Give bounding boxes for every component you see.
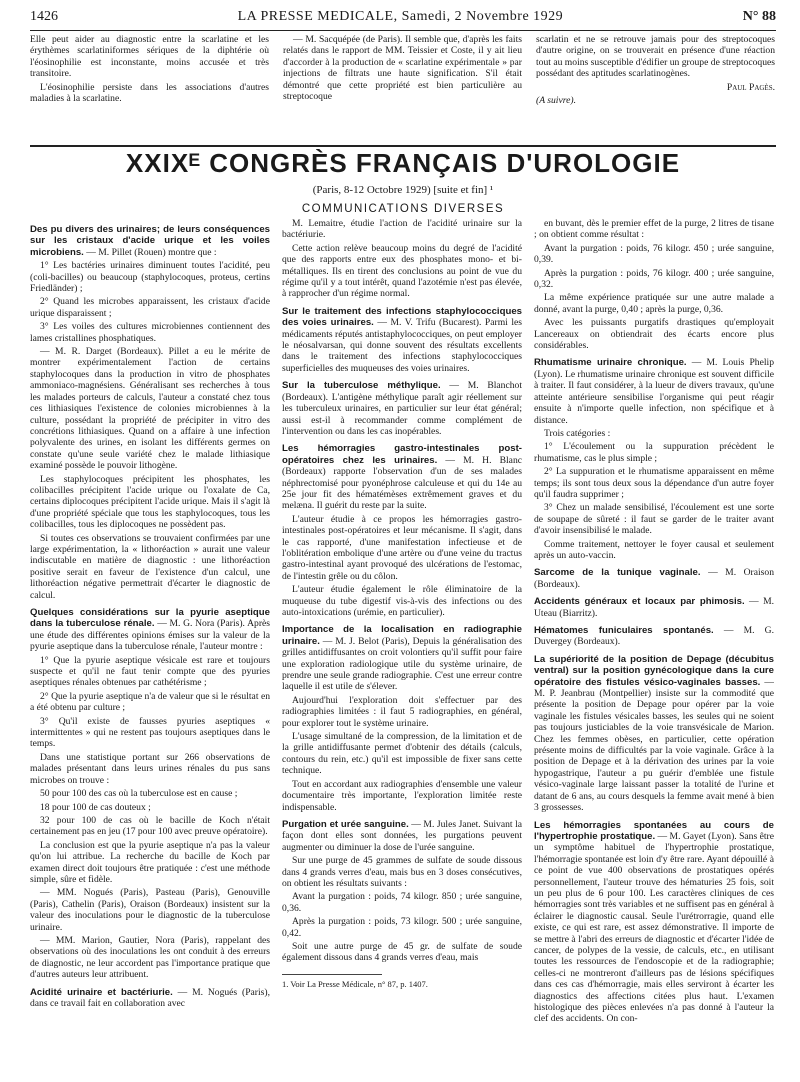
paragraph-text: La même expérience pratiquée sur une autre malade a donné, avant la purge, 0,40 ; après la purge, 0,36.	[534, 292, 774, 315]
journal-title: LA PRESSE MEDICALE, Samedi, 2 Novembre 1929	[237, 9, 564, 24]
communication	[534, 654, 774, 814]
paragraph-text: 32 pour 100 de cas où le bacille de Koch n'était certainement pas en jeu (17 pour 100 avec preuve opératoire).	[30, 814, 270, 838]
column-1	[30, 218, 270, 1068]
continued-article	[30, 34, 776, 144]
paragraph-text: Après la purgation : poids, 73 kilogr. 500 ; urée sanguine, 0,42.	[282, 916, 522, 939]
paragraph	[30, 321, 270, 344]
paragraph-text: La conclusion est que la pyurie aseptique n'a pas la valeur qu'on lui attribue. La recherche du bacille de Koch par examen direct doit toujours être pratiquée : c'est une méthode simple, sûre et fidèle.	[30, 839, 270, 885]
paragraph	[282, 218, 522, 241]
communication	[282, 443, 522, 511]
paragraph-text: 2° La suppuration et le rhumatisme apparaissent en même temps; ils sont tous deux sous la dépendance d'un autre foyer qu'il faudra supprimer ;	[534, 466, 774, 500]
communication	[534, 567, 774, 590]
paragraph-text: 1° Que la pyurie aseptique vésicale est rare et toujours suspecte et qu'il ne faut tenir compte que des pyuries aseptiques rénales obtenues par cathétérisme ;	[30, 654, 270, 689]
communication	[534, 357, 774, 425]
paragraph-text: 50 pour 100 des cas où la tuberculose est en cause ;	[40, 788, 238, 800]
paragraph	[534, 502, 774, 536]
paragraph-text: Avant la purgation : poids, 74 kilogr. 850 ; urée sanguine, 0,36.	[282, 891, 522, 914]
paragraph	[534, 317, 774, 351]
paragraph-text: — M. Oraison (Bordeaux).	[534, 567, 774, 590]
paragraph	[282, 731, 522, 777]
paragraph-text: en buvant, dès le premier effet de la purge, 2 litres de tisane ; on obtient comme résultat :	[534, 218, 774, 241]
communication-heading: La supériorité de la position de Depage (décubitus ventral) sur la position gynécologique dans la cure opératoire des fistules vésico-vaginales basses.	[534, 653, 774, 688]
paragraph: Elle peut aider au diagnostic entre la scarlatine et les érythèmes scarlatiniformes sériques de la diphtérie où l'éosinophilie est inconstante, moins accusée et très transitoire.	[30, 34, 269, 80]
communication	[30, 987, 270, 1010]
paragraph-text: Cette action relève beaucoup moins du degré de l'acidité que des rapports entre eux des phosphates mono- et bi-métalliques. Ils en tirent des conclusions au point de vue du régime qu'il y a tout intérêt, quand l'azotémie n'est pas élevée, à rapprocher d'un régime normal.	[282, 242, 522, 300]
top-column-1	[30, 34, 269, 144]
top-column-3	[536, 34, 775, 144]
paragraph	[534, 539, 774, 562]
paragraph-text: — M. J. Belot (Paris), Depuis la généralisation des grilles antidiffusantes on croit volontiers qu'il suffit pour faire une exploration radiologique utile du système urinaire, de prendre une seule grande radiographie. C'est une erreur contre laquelle il est utile de s'élever.	[282, 635, 522, 693]
communication	[534, 596, 774, 619]
paragraph-text: — MM. Nogués (Paris), Pasteau (Paris), Genouville (Paris), Cathelin (Paris), Oraison (Bordeaux) insistent sur la valeur des inoculations pour le diagnostic de la tuberculose urinaire.	[30, 887, 270, 933]
paragraph-text: 1° Les bactéries urinaires diminuent toutes l'acidité, peu (coli-bacilles) ou beaucoup (staphylocoques, proteus, certins Friedländer) ;	[30, 260, 270, 295]
issue-number: N° 88	[742, 9, 776, 24]
paragraph: L'éosinophilie persiste dans les associations d'autres maladies à la scarlatine.	[30, 81, 269, 105]
paragraph	[30, 802, 270, 813]
paragraph-text: Tout en accordant aux radiographies d'ensemble une valeur documentaire très importante, l'exploration limitée reste indispensable.	[282, 778, 522, 813]
paragraph-text: — M. G. Nora (Paris). Après une étude des différentes opinions émises sur la valeur de la pyurie aseptique dans la tuberculose rénale, l'auteur montre :	[30, 618, 270, 653]
paragraph-text: — M. R. Darget (Bordeaux). Pillet a eu le mérite de montrer expérimentalement l'action de certains staphylocoques dans la production in vitro de phosphates ammoniaco-magnésiens. Généralisant ses recherches à tous les malades porteurs de calculs, l'auteur a constaté chez tous ces lithiasiques l'existence de colonies microbiennes à la culture, possédant la propriété de précipiter in vitro des concrétions lithiasiques. Quand on a affaire à une infection polyvalente des urines, en isolant les différents germes on constate qu'une seule variété chez le malade lithiasique examiné possède le pouvoir lithogène.	[30, 346, 270, 472]
paragraph-text: Trois catégories :	[544, 427, 611, 439]
paragraph	[282, 695, 522, 729]
paragraph-text: 2° Quand les microbes apparaissent, les cristaux d'acide urique disparaissent ;	[30, 296, 270, 319]
paragraph	[534, 292, 774, 315]
paragraph	[282, 941, 522, 964]
paragraph-text: — M. Jules Janet. Suivant la façon dont elles sont données, les purgations peuvent augmenter ou diminuer la dose de l'urée sanguine.	[282, 818, 522, 853]
paragraph-text: 18 pour 100 de cas douteux ;	[40, 801, 151, 813]
author-signature: Paul Pagès.	[726, 81, 775, 93]
paragraph	[30, 260, 270, 294]
paragraph	[282, 891, 522, 914]
paragraph	[30, 887, 270, 933]
paragraph	[534, 243, 774, 266]
to-be-continued: (A suivre).	[536, 95, 576, 107]
communication-heading: Quelques considérations sur la pyurie aseptique dans la tuberculose rénale.	[30, 607, 270, 630]
communication	[282, 624, 522, 692]
communication-heading: Importance de la localisation en radiographie urinaire.	[282, 624, 522, 647]
paragraph-text: M. Lemaitre, étudie l'action de l'acidité urinaire sur la bactériurie.	[282, 218, 522, 241]
communication-heading: Les hémorragies spontanées au cours de l'hypertrophie prostatique.	[534, 819, 774, 842]
paragraph-text: Comme traitement, nettoyer le foyer causal et seulement après un auto-vaccin.	[534, 538, 774, 561]
communication-heading: Sur le traitement des infections staphylococciques des voies urinaires.	[282, 305, 522, 329]
column-3	[534, 218, 774, 1068]
paragraph: scarlatin et ne se retrouve jamais pour des streptocoques d'autre origine, on se trouverait en présence d'une réaction tout au moins susceptible d'édifier un groupe de streptocoques possédant des aptitudes scarlatinogènes.	[536, 34, 775, 80]
communication	[534, 820, 774, 1025]
paragraph-text: — M. Pillet (Rouen) montre que :	[83, 246, 217, 258]
paragraph	[534, 466, 774, 500]
paragraph-text: — M. Uteau (Biarritz).	[534, 596, 774, 619]
communication	[282, 380, 522, 437]
paragraph-text: — M. P. Jeanbrau (Montpellier) insiste sur la commodité que présente la position de Depage pour opérer par la voie vaginale les fistules vésicales basses, les seules qui ne soient pas toujours justiciables de la voie transvésicale de Marion. Chez les femmes obèses, en particulier, cette opération présente moins de difficultés par la voie vaginale. Grâce à la position de Depage et à la dérivation des urines par la voie hypogastrique, l'auteur a pu guérir d'emblée une fistule vésico-vaginale large laissant passer la totalité de l'urine et datant de 6 ans, au cours desquels la femme avait mené à bien 3 grossesses.	[534, 676, 774, 814]
paragraph	[534, 428, 774, 439]
paragraph	[282, 916, 522, 939]
paragraph-text: 2° Que la pyurie aseptique n'a de valeur que si le résultat en a été obtenu par culture ;	[30, 690, 270, 714]
paragraph-text: Les staphylocoques précipitent les phosphates, les colibacilles précipitent l'acide urique ou l'oxalate de Ca, certains diplocoques précipitent l'acide urique. Mais il s'agit là d'une propriété spéciale que tous les staphylocoques, tous les colibacilles, tous les diplocoques ne possèdent pas.	[30, 473, 270, 531]
column-2-body	[282, 218, 522, 964]
communication	[30, 607, 270, 653]
paragraph-text: — M. H. Blanc (Bordeaux) rapporte l'observation d'un de ses malades néphrectomisé pour pyonéphrose calculeuse et qui du 14e au 25e jour fit des hématémèses extrêmement graves et du melæna. Il guérit du reste par la suite.	[282, 454, 522, 512]
paragraph-text: — M. Gayet (Lyon). Sans être un symptôme habituel de l'hypertrophie prostatique, l'hémorragie spontanée est loin d'y être rare. Ayant dépouillé à ce point de vue 400 observations de prostatiques opérés personnellement, l'auteur trouve des hématuries 25 fois, soit un peu plus de 6 pour 100. Les caractères cliniques de ces hémorragies sont très variables et ne suffisent pas en général à éclairer le diagnostic causal. Seule l'urétrorragie, quand elle existe, ce qui est rare, est assez démonstrative. Il importe de se mettre à l'abri des erreurs de diagnostic et d'écarter l'idée de cancer, de polypes de la vessie, de calculs, etc., en utilisant toutes les ressources de l'endoscopie et de la radiographie; celles-ci ne montreront d'ailleurs pas de lésions spécifiques dans ces cas d'hémorragie, mais elles serviront à écarter les diagnostics des affections citées plus haut. L'examen histologique des pièces enlevées n'a pas donné à l'auteur la clef des accidents. On con-	[534, 830, 774, 1025]
paragraph	[30, 655, 270, 689]
paragraph	[30, 691, 270, 714]
paragraph-text: 3° Les voiles des cultures microbiennes contiennent des lames cristallines phosphatiques.	[30, 321, 270, 344]
communication-heading: Accidents généraux et locaux par phimosis.	[534, 596, 745, 608]
paragraph-text: — M. V. Trifu (Bucarest). Parmi les médicaments réputés antistaphylococciques, on peut employer le néosalvarsan, qui donne souvent des résultats excellents dans le traitement des infections staphylococciques superficielles des muqueuses des voies urinaires.	[282, 317, 522, 374]
paragraph-text: L'auteur étudie également le rôle éliminatoire de la muqueuse du tube digestif vis-à-vis des infections ou des auto-intoxications (urémie, en particulier).	[282, 584, 522, 618]
paragraph-text: — MM. Marion, Gautier, Nora (Paris), rappelant des observations où des inoculations les ont conduit à des erreurs de diagnostic, ne leur accordent pas l'importance pratique que d'autres auteurs leur attribuent.	[30, 934, 270, 981]
paragraph-text: Avec les puissants purgatifs drastiques qu'employait Lancereaux on obtiendrait des écarts encore plus considérables.	[534, 317, 774, 352]
paragraph	[282, 584, 522, 618]
paragraph	[30, 935, 270, 981]
paragraph-text: — M. Louis Phelip (Lyon). Le rhumatisme urinaire chronique est souvent difficile à traiter. Il faut considérer, à la lueur de divers travaux, qu'une atteinte antérieure sensibilise l'organisme qui peut réagir ensuite à n'importe quelle infection, non spécifique et à distance.	[534, 357, 774, 426]
paragraph-text: 1° L'écoulement ou la suppuration précèdent le rhumatisme, cas le plus simple ;	[534, 441, 774, 464]
paragraph-text: Aujourd'hui l'exploration doit s'effectuer par des radiographies limitées : il faut 5 radiographies, en général, pour explorer tout le système urinaire.	[282, 694, 522, 729]
paragraph-text: Soit une autre purge de 45 gr. de sulfate de soude également dissous dans 4 grands verres d'eau, mais	[282, 940, 522, 964]
paragraph	[282, 243, 522, 300]
communication	[30, 224, 270, 258]
communication-heading: Acidité urinaire et bactériurie.	[30, 986, 173, 998]
top-column-2	[283, 34, 522, 144]
communication-heading: Purgation et urée sanguine.	[282, 818, 409, 830]
paragraph-text: 3° Qu'il existe de fausses pyuries aseptiques « intermittentes » qui ne restent pas toujours aseptiques dans le temps.	[30, 715, 270, 750]
communication-heading: Rhumatisme urinaire chronique.	[534, 357, 687, 369]
communication-heading: Sur la tuberculose méthylique.	[282, 380, 441, 392]
paragraph	[282, 855, 522, 889]
paragraph-text: — M. G. Duvergey (Bordeaux).	[534, 625, 774, 648]
page-header	[30, 4, 776, 31]
paragraph	[30, 296, 270, 319]
communication	[282, 306, 522, 374]
paragraph	[30, 815, 270, 838]
communication-heading: Des pu divers des urinaires; de leurs conséquences sur les cristaux d'acide urique et les voiles microbiens.	[30, 224, 270, 258]
communication	[282, 819, 522, 853]
paragraph	[30, 716, 270, 750]
column-2	[282, 218, 522, 1068]
paragraph-text: L'usage simultané de la compression, de la limitation et de la grille antidiffusante permet d'obtenir des détails (calculs, contours du rein, etc.) qu'il est impossible de fixer sans cette technique.	[282, 731, 522, 777]
paragraph-text: Dans une statistique portant sur 266 observations de malades présentant dans leurs urines rénales du pus sans microbes on trouve :	[30, 751, 270, 786]
paragraph	[30, 840, 270, 886]
paragraph-text: Si toutes ces observations se trouvaient confirmées par une large expérimentation, la « lithoréaction » aurait une valeur indiscutable en matière de diagnostic : une lithoréaction positive serait en faveur de l'existence d'un calcul, une lithoréaction négative permettrait d'écarter le diagnostic de calcul.	[30, 532, 270, 601]
paragraph	[534, 268, 774, 291]
paragraph-text: L'auteur étudie à ce propos les hémorragies gastro-intestinales post-opératoires et leur mécanisme. Il s'agit, dans le cas rapporté, d'une manifestation infectieuse et de l'oblitération embolique d'une artère ou d'une veine du tractus gastro-intestinal ayant provoqué des ulcérations de l'estomac, de l'intestin grêle ou du côlon.	[282, 513, 522, 582]
communication	[534, 625, 774, 648]
communication-heading: Hématomes funiculaires spontanés.	[534, 625, 714, 636]
paragraph	[30, 788, 270, 799]
footnote: 1. Voir La Presse Médicale, n° 87, p. 1407.	[282, 974, 382, 990]
paragraph-text: Après la purgation : poids, 76 kilogr. 400 ; urée sanguine, 0,32.	[534, 267, 774, 291]
section-title: COMMUNICATIONS DIVERSES	[301, 203, 505, 215]
paragraph	[282, 779, 522, 813]
page-number: 1426	[30, 9, 58, 24]
paragraph	[30, 474, 270, 531]
paragraph-text: Avant la purgation : poids, 76 kilogr. 450 ; urée sanguine, 0,39.	[534, 242, 774, 266]
paragraph	[534, 218, 774, 241]
communication-heading: Les hémorragies gastro-intestinales post-opératoires chez les urinaires.	[282, 443, 522, 466]
section-divider	[30, 145, 776, 147]
paragraph: — M. Sacquépée (de Paris). Il semble que, d'après les faits relatés dans le rapport de MM. Teissier et Coste, il y ait lieu d'accorder à la production de « scarlatine expérimentale » par injections de filtrats une haute signification. S'il était démontré que cette propriété est bien particulière au streptocoque	[283, 34, 522, 103]
paragraph-text: — M. Blanchot (Bordeaux). L'antigène méthylique paraît agir réellement sur les tuberculeux urinaires, en particulier sur leur état général; aussi est-il à recommander comme complément de l'intervention ou dans les cas inopérables.	[282, 380, 522, 437]
congress-subtitle: (Paris, 8-12 Octobre 1929) [suite et fin] ¹	[312, 184, 494, 196]
paragraph	[534, 441, 774, 464]
congress-title: XXIXᴱ CONGRÈS FRANÇAIS D'UROLOGIE	[125, 148, 681, 178]
paragraph	[30, 533, 270, 601]
paragraph-text: — M. Nogués (Paris), dans ce travail fait en collaboration avec	[30, 986, 270, 1009]
article-body	[30, 218, 776, 1068]
paragraph	[282, 514, 522, 582]
paragraph	[30, 346, 270, 471]
paragraph-text: Sur une purge de 45 grammes de sulfate de soude dissous dans 4 grands verres d'eau, mais bus en 3 doses consécutives, on obtient les résultats suivants :	[282, 855, 522, 889]
paragraph	[30, 752, 270, 786]
paragraph-text: 3° Chez un malade sensibilisé, l'écoulement est une sorte de soupape de sûreté : il faut se garder de le traiter avant d'avoir insensibilisé le malade.	[534, 502, 774, 537]
communication-heading: Sarcome de la tunique vaginale.	[534, 567, 701, 579]
